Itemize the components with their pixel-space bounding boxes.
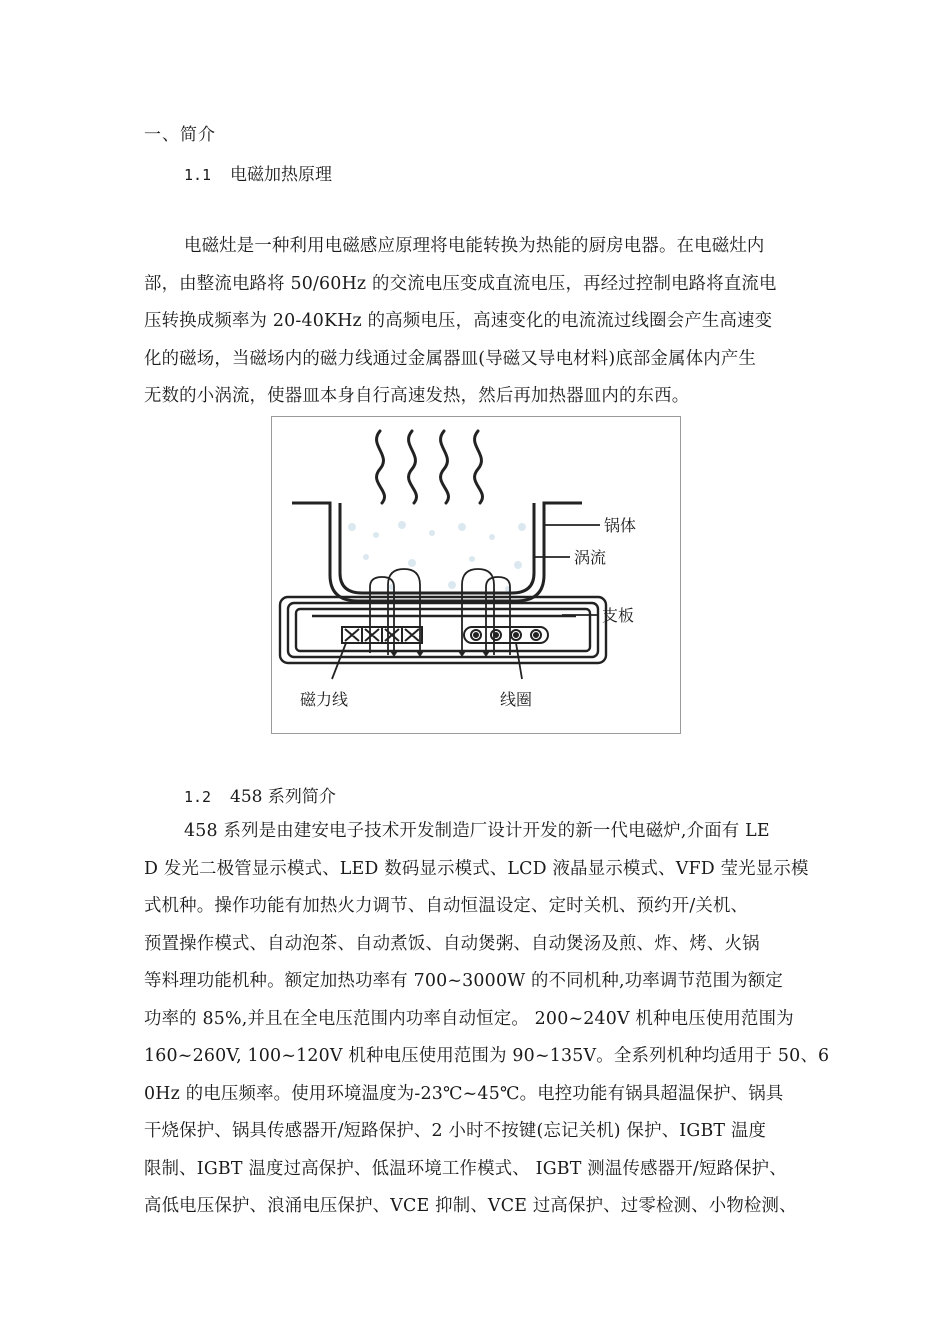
paragraph-line: 干烧保护、锅具传感器开/短路保护、2 小时不按键(忘记关机) 保护、IGBT 温度 <box>144 1121 767 1141</box>
paragraph-line: 功率的 85%,并且在全电压范围内功率自动恒定。 200~240V 机种电压使用范围为 <box>144 1008 794 1029</box>
subsection-heading-1-1 <box>184 160 332 185</box>
coil-left <box>342 627 422 643</box>
paragraph-line: 160~260V, 100~120V 机种电压使用范围为 90~135V。全系列机种均适用于 50、6 <box>144 1046 830 1066</box>
paragraph-line: 部，由整流电路将 50/60Hz 的交流电压变成直流电压，再经过控制电路将直流电 <box>144 273 777 294</box>
paragraph-line: 限制、IGBT 温度过高保护、低温环境工作模式、 IGBT 测温传感器开/短路保护、 <box>144 1158 787 1179</box>
label-plate: 支板 <box>602 606 635 625</box>
pot-body <box>292 503 582 601</box>
section-title: 一、简介 <box>144 125 216 145</box>
induction-diagram <box>271 416 681 734</box>
label-coil: 线圈 <box>500 690 533 709</box>
coil-right <box>464 627 548 643</box>
paragraph-line: 无数的小涡流，使器皿本身自行高速发热，然后再加热器皿内的东西。 <box>144 386 690 406</box>
paragraph-line: 电磁灶是一种利用电磁感应原理将电能转换为热能的厨房电器。在电磁灶内 <box>184 236 765 256</box>
subsection-number: 1.2 <box>184 788 212 806</box>
paragraph-principle <box>144 228 808 416</box>
subsection-heading-1-2 <box>184 782 336 807</box>
paragraph-line: 458 系列是由建安电子技术开发制造厂设计开发的新一代电磁炉,介面有 LE <box>184 821 770 841</box>
bubbles <box>348 521 526 592</box>
subsection-title: 458 系列简介 <box>230 787 336 807</box>
steam-icon <box>377 431 483 503</box>
label-pot: 锅体 <box>604 516 637 535</box>
label-eddy: 涡流 <box>574 548 607 567</box>
label-flux: 磁力线 <box>300 690 349 709</box>
paragraph-line: D 发光二极管显示模式、LED 数码显示模式、LCD 液晶显示模式、VFD 莹光显示模 <box>144 858 809 879</box>
paragraph-line: 等料理功能机种。额定加热功率有 700~3000W 的不同机种,功率调节范围为额定 <box>144 971 784 991</box>
paragraph-line: 预置操作模式、自动泡茶、自动煮饭、自动煲粥、自动煲汤及煎、炸、烤、火锅 <box>144 933 760 954</box>
subsection-number: 1.1 <box>184 166 212 184</box>
hob-housing <box>280 597 606 663</box>
subsection-title: 电磁加热原理 <box>230 165 332 185</box>
paragraph-line: 高低电压保护、浪涌电压保护、VCE 抑制、VCE 过高保护、过零检测、小物检测、 <box>144 1196 797 1216</box>
paragraph-line: 0Hz 的电压频率。使用环境温度为-23℃~45℃。电控功能有锅具超温保护、锅具 <box>144 1083 784 1104</box>
paragraph-series-intro <box>144 813 830 1226</box>
paragraph-line: 化的磁场，当磁场内的磁力线通过金属器皿(导磁又导电材料)底部金属体内产生 <box>144 348 757 369</box>
paragraph-line: 式机种。操作功能有加热火力调节、自动恒温设定、定时关机、预约开/关机、 <box>144 896 749 916</box>
paragraph-line: 压转换成频率为 20-40KHz 的高频电压，高速变化的电流流过线圈会产生高速变 <box>144 311 773 331</box>
